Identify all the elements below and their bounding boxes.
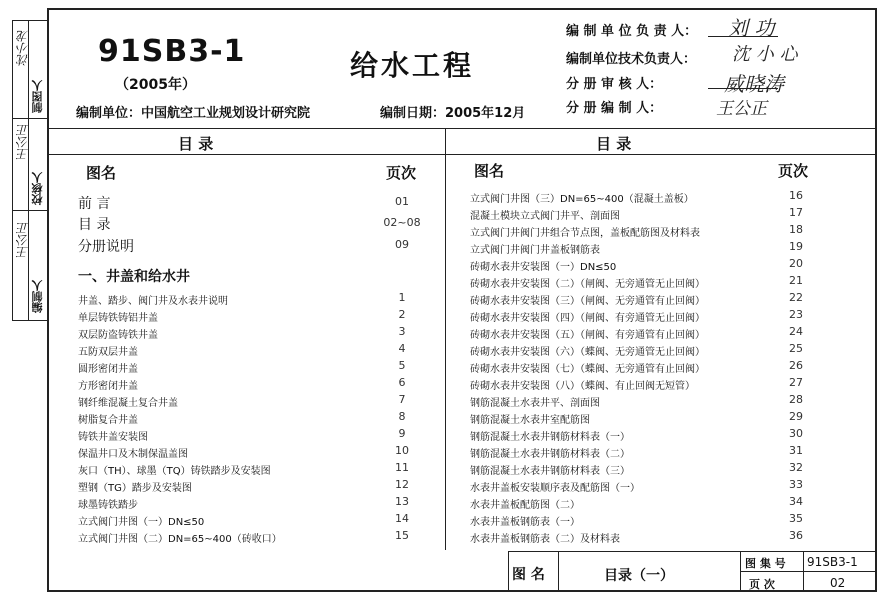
list-item: 圆形密闭井盖 bbox=[78, 364, 138, 375]
toc-entry-page: 09 bbox=[395, 238, 409, 251]
col-name-left: 图名 bbox=[86, 164, 117, 182]
list-item: 钢筋混凝土水表井钢筋材料表（一） bbox=[470, 432, 630, 443]
toc-entry-page: 7 bbox=[398, 393, 406, 406]
list-item: 钢筋混凝土水表井钢筋材料表（二） bbox=[470, 449, 630, 460]
signature-underline bbox=[708, 36, 778, 37]
page-number-value: 02 bbox=[830, 576, 846, 590]
col-name-right: 图名 bbox=[474, 162, 505, 180]
toc-entry-page: 13 bbox=[395, 495, 409, 508]
side-label-drafter: 制图人 bbox=[31, 80, 44, 113]
toc-entry-page: 34 bbox=[789, 495, 803, 508]
col-page-left: 页次 bbox=[386, 164, 417, 182]
toc-entry-page: 19 bbox=[789, 240, 803, 253]
toc-entry-page: 5 bbox=[398, 359, 406, 372]
list-item: 双层防盗铸铁井盖 bbox=[78, 330, 158, 341]
column-divider bbox=[445, 128, 446, 550]
toc-entry-page: 22 bbox=[789, 291, 803, 304]
col-page-right: 页次 bbox=[778, 162, 809, 180]
list-item: 砖砌水表井安装图（一）DN≤50 bbox=[470, 262, 617, 273]
toc-entry-page: 32 bbox=[789, 461, 803, 474]
toc-entry-page: 15 bbox=[395, 529, 409, 542]
toc-entry-page: 4 bbox=[398, 342, 406, 355]
toc-heading-right: 目 录 bbox=[596, 135, 632, 153]
toc-entry-page: 9 bbox=[398, 427, 406, 440]
list-item: 砖砌水表井安装图（八）（蝶阀、有止回阀无短管） bbox=[470, 381, 695, 392]
side-label-compiler: 编制人 bbox=[31, 280, 44, 313]
list-item: 塑钢（TG）踏步及安装图 bbox=[78, 483, 192, 494]
side-signature-checker: 王公正 bbox=[16, 124, 30, 160]
section-title: 一、井盖和给水井 bbox=[78, 269, 190, 285]
list-item: 水表井盖板钢筋表（二）及材料表 bbox=[470, 534, 620, 545]
toc-entry-name: 前 言 bbox=[78, 196, 111, 212]
toc-entry-page: 21 bbox=[789, 274, 803, 287]
list-item: 立式阀门井图（二）DN=65~400（砖收口） bbox=[78, 534, 282, 545]
list-item: 砖砌水表井安装图（七）（蝶阀、无旁通管有止回阀） bbox=[470, 364, 705, 375]
toc-entry-page: 18 bbox=[789, 223, 803, 236]
list-item: 砖砌水表井安装图（六）（蝶阀、无旁通管无止回阀） bbox=[470, 347, 705, 358]
toc-entry-page: 12 bbox=[395, 478, 409, 491]
side-label-checker: 校核人 bbox=[31, 172, 44, 205]
list-item: 井盖、踏步、阀门井及水表井说明 bbox=[78, 296, 228, 307]
toc-entry-page: 28 bbox=[789, 393, 803, 406]
title-block-mid bbox=[740, 571, 877, 572]
signature-underline bbox=[708, 88, 778, 89]
list-item: 砖砌水表井安装图（二）（闸阀、无旁通管无止回阀） bbox=[470, 279, 705, 290]
signature-reviewer: 威晓涛 bbox=[724, 72, 784, 96]
side-signature-compiler: 王公正 bbox=[16, 222, 30, 258]
list-item: 水表井盖板配筋图（二） bbox=[470, 500, 580, 511]
header-separator bbox=[47, 128, 877, 129]
list-item: 水表井盖板钢筋表（一） bbox=[470, 517, 580, 528]
toc-entry-page: 16 bbox=[789, 189, 803, 202]
list-item bbox=[78, 214, 110, 234]
role-label-compiler: 分 册 编 制 人： bbox=[566, 101, 663, 116]
toc-entry-name: 分册说明 bbox=[78, 239, 134, 255]
toc-entry-page: 11 bbox=[395, 461, 409, 474]
toc-entry-page: 33 bbox=[789, 478, 803, 491]
list-item: 球墨铸铁踏步 bbox=[78, 500, 138, 511]
list-item: 五防双层井盖 bbox=[78, 347, 138, 358]
signature-tech-head: 沈 小 心 bbox=[732, 44, 798, 65]
toc-entry-name: 目 录 bbox=[78, 217, 111, 233]
side-strip-line bbox=[12, 118, 47, 119]
toc-entry-page: 10 bbox=[395, 444, 409, 457]
toc-heading-separator bbox=[47, 154, 877, 155]
title-block-divider bbox=[558, 551, 559, 592]
side-strip-line bbox=[12, 320, 47, 321]
toc-entry-page: 26 bbox=[789, 359, 803, 372]
toc-entry-page: 27 bbox=[789, 376, 803, 389]
toc-entry-page: 36 bbox=[789, 529, 803, 542]
toc-entry-page: 01 bbox=[395, 195, 409, 208]
toc-entry-page: 2 bbox=[398, 308, 406, 321]
signature-compiler: 王公正 bbox=[716, 99, 767, 119]
list-item: 钢筋混凝土水表井钢筋材料表（三） bbox=[470, 466, 630, 477]
list-item bbox=[78, 193, 110, 213]
list-item: 保温井口及木制保温盖图 bbox=[78, 449, 188, 460]
list-item: 钢纤维混凝土复合井盖 bbox=[78, 398, 178, 409]
role-label-reviewer: 分 册 审 核 人： bbox=[566, 77, 663, 92]
list-item: 砖砌水表井安装图（三）（闸阀、无旁通管有止回阀） bbox=[470, 296, 705, 307]
list-item: 砖砌水表井安装图（四）（闸阀、有旁通管无止回阀） bbox=[470, 313, 705, 324]
side-strip-line bbox=[12, 210, 47, 211]
toc-entry-page: 1 bbox=[398, 291, 406, 304]
toc-entry-page: 02~08 bbox=[383, 216, 421, 229]
list-item: 砖砌水表井安装图（五）（闸阀、有旁通管有止回阀） bbox=[470, 330, 705, 341]
list-item: 灰口（TH）、球墨（TQ）铸铁踏步及安装图 bbox=[78, 466, 271, 477]
title-block-top bbox=[508, 551, 877, 552]
signature-unit-head: 刘 功 bbox=[728, 16, 775, 40]
toc-entry-page: 17 bbox=[789, 206, 803, 219]
toc-entry-page: 29 bbox=[789, 410, 803, 423]
compiling-date: 编制日期：2005年12月 bbox=[380, 106, 526, 121]
drawing-name-value: 目录（一） bbox=[604, 568, 674, 584]
toc-entry-page: 23 bbox=[789, 308, 803, 321]
side-signature-drafter: 沈小龙 bbox=[16, 30, 30, 66]
list-item: 树脂复合井盖 bbox=[78, 415, 138, 426]
list-item: 立式阀门井图（一）DN≤50 bbox=[78, 517, 205, 528]
drawing-name-label: 图 名 bbox=[512, 567, 545, 583]
list-item: 单层铸铁铸铝井盖 bbox=[78, 313, 158, 324]
role-label-unit-head: 编 制 单 位 负 责 人： bbox=[566, 24, 698, 39]
side-strip-line bbox=[12, 20, 47, 21]
list-item: 立式阀门井阀门井组合节点图，盖板配筋图及材料表 bbox=[470, 228, 700, 239]
list-item: 钢筋混凝土水表井室配筋图 bbox=[470, 415, 590, 426]
toc-entry-page: 35 bbox=[789, 512, 803, 525]
list-item: 钢筋混凝土水表井平、剖面图 bbox=[470, 398, 600, 409]
list-item: 混凝土模块立式阀门井平、剖面图 bbox=[470, 211, 620, 222]
list-item: 方形密闭井盖 bbox=[78, 381, 138, 392]
role-label-tech-head: 编制单位技术负责人： bbox=[566, 52, 697, 67]
toc-entry-page: 3 bbox=[398, 325, 406, 338]
side-strip-border bbox=[12, 20, 13, 320]
toc-entry-page: 24 bbox=[789, 325, 803, 338]
atlas-number-label: 图 集 号 bbox=[745, 557, 786, 570]
toc-entry-page: 8 bbox=[398, 410, 406, 423]
toc-entry-page: 14 bbox=[395, 512, 409, 525]
list-item: 水表井盖板安装顺序表及配筋图（一） bbox=[470, 483, 640, 494]
document-title: 给水工程 bbox=[350, 49, 475, 82]
toc-entry-page: 25 bbox=[789, 342, 803, 355]
title-block-left bbox=[508, 551, 509, 592]
toc-entry-page: 31 bbox=[789, 444, 803, 457]
list-item: 立式阀门井阀门井盖板钢筋表 bbox=[470, 245, 600, 256]
list-item: 立式阀门井图（三）DN=65~400（混凝土盖板） bbox=[470, 194, 694, 205]
toc-entry-page: 30 bbox=[789, 427, 803, 440]
compiling-unit: 编制单位：中国航空工业规划设计研究院 bbox=[76, 106, 311, 121]
atlas-number-value: 91SB3-1 bbox=[807, 555, 858, 569]
toc-entry-page: 20 bbox=[789, 257, 803, 270]
atlas-code: 91SB3-1 bbox=[98, 34, 246, 69]
toc-heading-left: 目 录 bbox=[178, 135, 214, 153]
list-item bbox=[78, 236, 134, 256]
page-number-label: 页 次 bbox=[749, 578, 775, 591]
toc-entry-page: 6 bbox=[398, 376, 406, 389]
atlas-year: （2005年） bbox=[115, 77, 196, 93]
list-item: 铸铁井盖安装图 bbox=[78, 432, 148, 443]
